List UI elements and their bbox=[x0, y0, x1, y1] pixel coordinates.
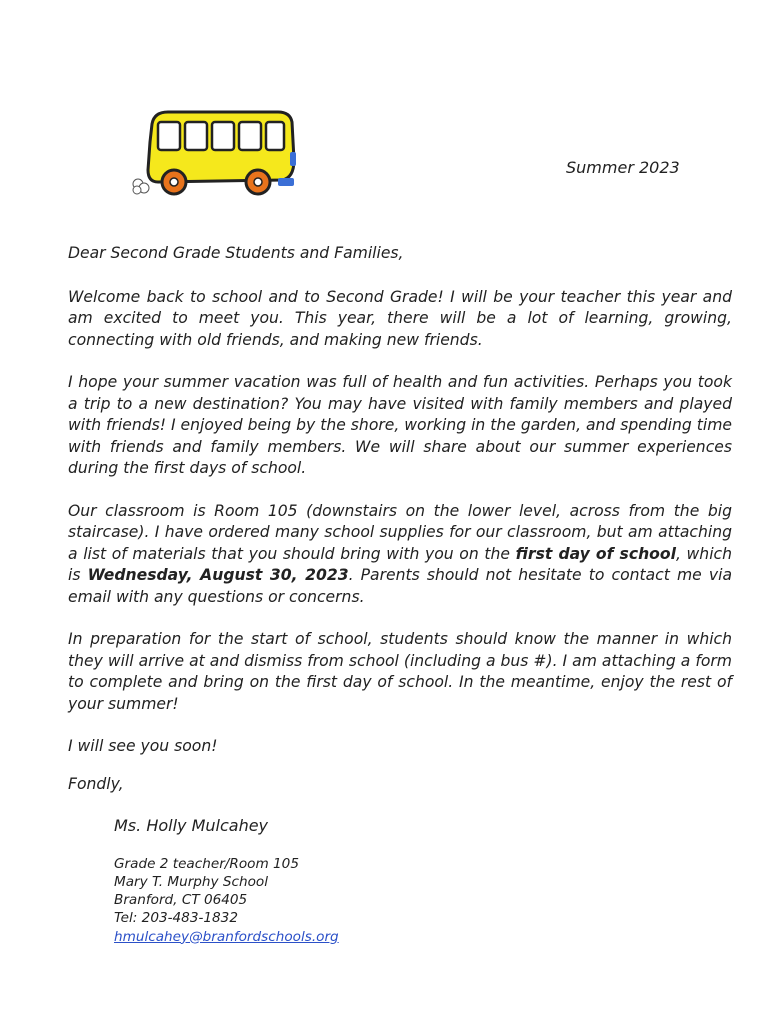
signature-address: Branford, CT 06405 bbox=[114, 892, 248, 909]
first-day-emphasis: first day of school bbox=[515, 544, 676, 563]
email-link[interactable]: hmulcahey@branfordschools.org bbox=[114, 928, 339, 945]
paragraph-preparation: In preparation for the start of school, students should know the manner in which they will arrive at and dismiss from school (including a bus #). I am attaching a form to complete and bring on the first day of school. In the meantime, enjoy the rest of your summer! bbox=[68, 630, 732, 713]
paragraph-classroom bbox=[68, 501, 732, 609]
signature-school: Mary T. Murphy School bbox=[114, 873, 269, 890]
paragraph-classroom-text-2: , which is bbox=[68, 544, 732, 584]
bus-windows bbox=[158, 122, 284, 150]
bus-bumper bbox=[278, 178, 294, 186]
closing-line: I will see you soon! bbox=[68, 737, 218, 755]
paragraph-classroom-text-3: . Parents should not hesitate to contact me via email with any questions or concerns. bbox=[68, 566, 733, 606]
letter-date: Summer 2023 bbox=[566, 158, 680, 177]
paragraph-summer: I hope your summer vacation was full of health and fun activities. Perhaps you took a trip to a new destination? You may have visited with family members and played with friends! I enjoyed being by the shore, working in the garden, and spending time with friends and family members. We will share about our summer experiences during the first days of school. bbox=[68, 373, 732, 477]
signature-title: Grade 2 teacher/Room 105 bbox=[114, 855, 299, 872]
signature-name: Ms. Holly Mulcahey bbox=[114, 816, 269, 835]
first-day-date-emphasis: Wednesday, August 30, 2023 bbox=[87, 566, 349, 584]
exhaust-puff bbox=[133, 179, 149, 194]
signature-block bbox=[114, 855, 732, 946]
bus-light bbox=[290, 152, 296, 166]
paragraph-welcome: Welcome back to school and to Second Grade! I will be your teacher this year and am excited to meet you. This year, there will be a lot of learning, growing, connecting with old friends, and making new friends. bbox=[68, 287, 732, 349]
signoff: Fondly, bbox=[68, 774, 124, 793]
signature-phone: Tel: 203-483-1832 bbox=[114, 910, 238, 927]
greeting: Dear Second Grade Students and Families, bbox=[68, 244, 404, 262]
letter-body bbox=[68, 243, 732, 946]
school-bus-icon bbox=[128, 108, 300, 200]
paragraph-classroom-text-1: Our classroom is Room 105 (downstairs on the lower level, across from the big staircase). I have ordered many school supplies for our classroom, but am attaching a list of materials that you should bring with you on the bbox=[68, 501, 732, 563]
